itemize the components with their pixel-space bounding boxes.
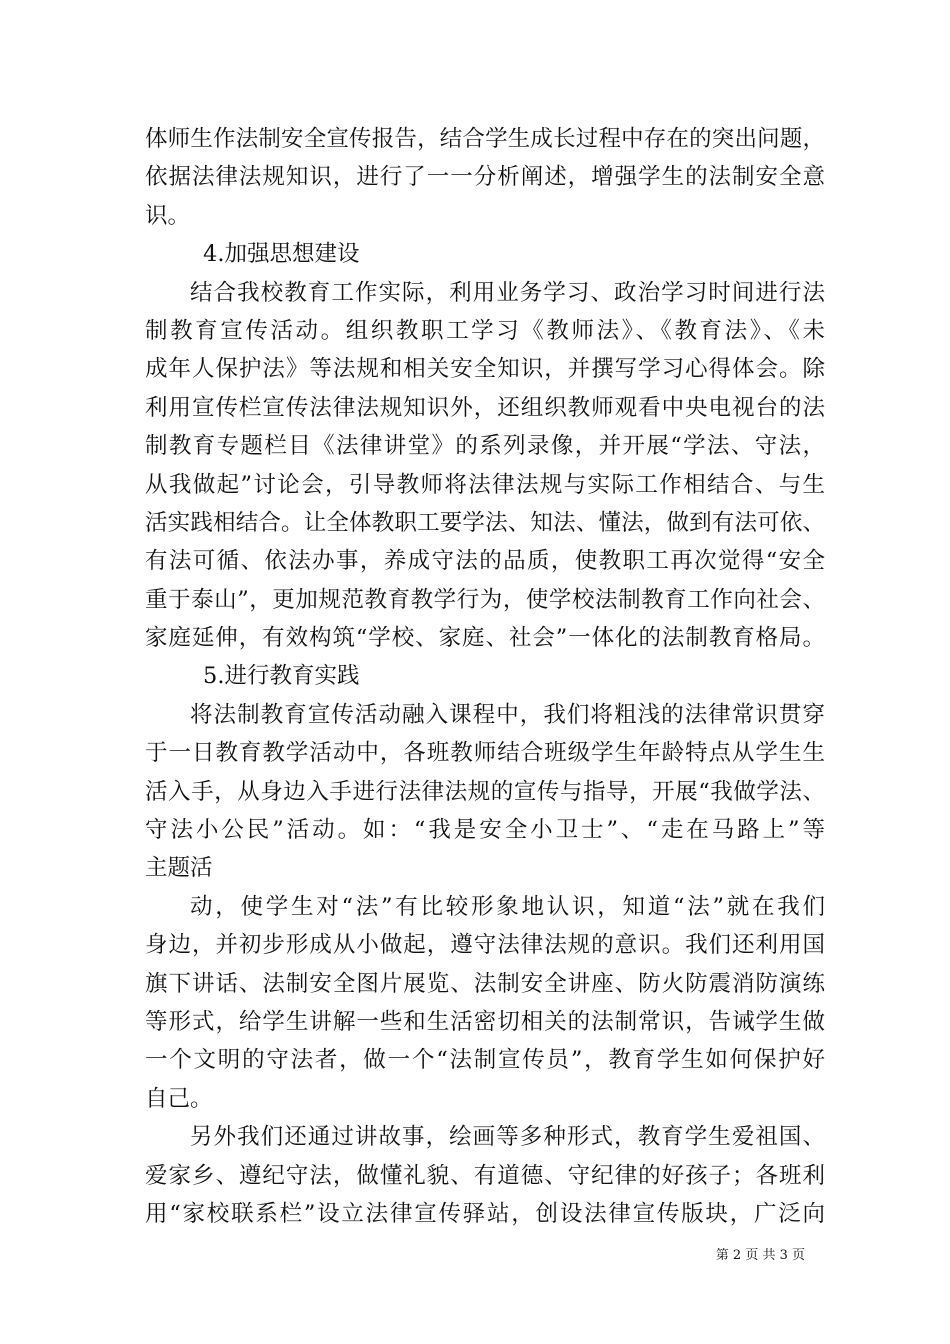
text-line: 另外我们还通过讲故事，绘画等多种形式，教育学生爱祖国、 (190, 1124, 825, 1151)
section-heading: 4.加强思想建设 (203, 241, 360, 268)
text-line: 体师生作法制安全宣传报告，结合学生成长过程中存在的突出问题， (145, 126, 825, 152)
text-line: 于一日教育教学活动中，各班教师结合班级学生年龄特点从学生生 (145, 740, 825, 767)
document-body (145, 120, 825, 1233)
text-line: 活实践相结合。让全体教职工要学法、知法、懂法，做到有法可依、 (145, 509, 825, 536)
text-line: 身边，并初步形成从小做起，遵守法律法规的意识。我们还利用国 (145, 932, 825, 959)
text-line: 将法制教育宣传活动融入课程中，我们将粗浅的法律常识贯穿 (190, 701, 825, 728)
text-line: 制教育宣传活动。组织教职工学习《教师法》、《教育法》、《未 (145, 317, 825, 344)
text-line: 制教育专题栏目《法律讲堂》的系列录像，并开展“学法、守法， (145, 433, 825, 460)
text-line: 从我做起”讨论会，引导教师将法律法规与实际工作相结合、与生 (145, 471, 825, 498)
page-number: 第 2 页 共 3 页 (715, 1248, 805, 1263)
section-heading: 5.进行教育实践 (203, 663, 360, 690)
text-line: 结合我校教育工作实际，利用业务学习、政治学习时间进行法 (190, 279, 825, 306)
text-line: 重于泰山”，更加规范教育教学行为，使学校法制教育工作向社会、 (145, 586, 825, 613)
text-line: 利用宣传栏宣传法律法规知识外，还组织教师观看中央电视台的法 (145, 394, 825, 421)
text-line: 依据法律法规知识，进行了一一分析阐述，增强学生的法制安全意 (145, 164, 825, 191)
text-line: 一个文明的守法者，做一个“法制宣传员”，教育学生如何保护好 (145, 1047, 825, 1074)
text-line: 等形式，给学生讲解一些和生活密切相关的法制常识，告诫学生做 (145, 1008, 825, 1035)
text-line: 成年人保护法》等法规和相关安全知识，并撰写学习心得体会。除 (145, 356, 825, 383)
text-line: 爱家乡、遵纪守法，做懂礼貌、有道德、守纪律的好孩子；各班利 (145, 1162, 825, 1189)
text-line: 识。 (145, 202, 191, 229)
text-line: 动，使学生对“法”有比较形象地认识，知道“法”就在我们 (190, 893, 825, 920)
text-line: 用“家校联系栏”设立法律宣传驿站，创设法律宣传版块，广泛向 (145, 1200, 825, 1227)
text-line: 守法小公民”活动。如：“我是安全小卫士”、“走在马路上”等 (145, 817, 825, 844)
text-line: 主题活 (145, 855, 213, 882)
text-line: 活入手，从身边入手进行法律法规的宣传与指导，开展“我做学法、 (145, 778, 825, 805)
text-line: 家庭延伸，有效构筑“学校、家庭、社会”一体化的法制教育格局。 (145, 625, 825, 652)
text-line: 自己。 (145, 1085, 213, 1112)
text-line: 有法可循、依法办事，养成守法的品质，使教职工再次觉得“安全 (145, 548, 825, 575)
text-line: 旗下讲话、法制安全图片展览、法制安全讲座、防火防震消防演练 (145, 970, 825, 997)
